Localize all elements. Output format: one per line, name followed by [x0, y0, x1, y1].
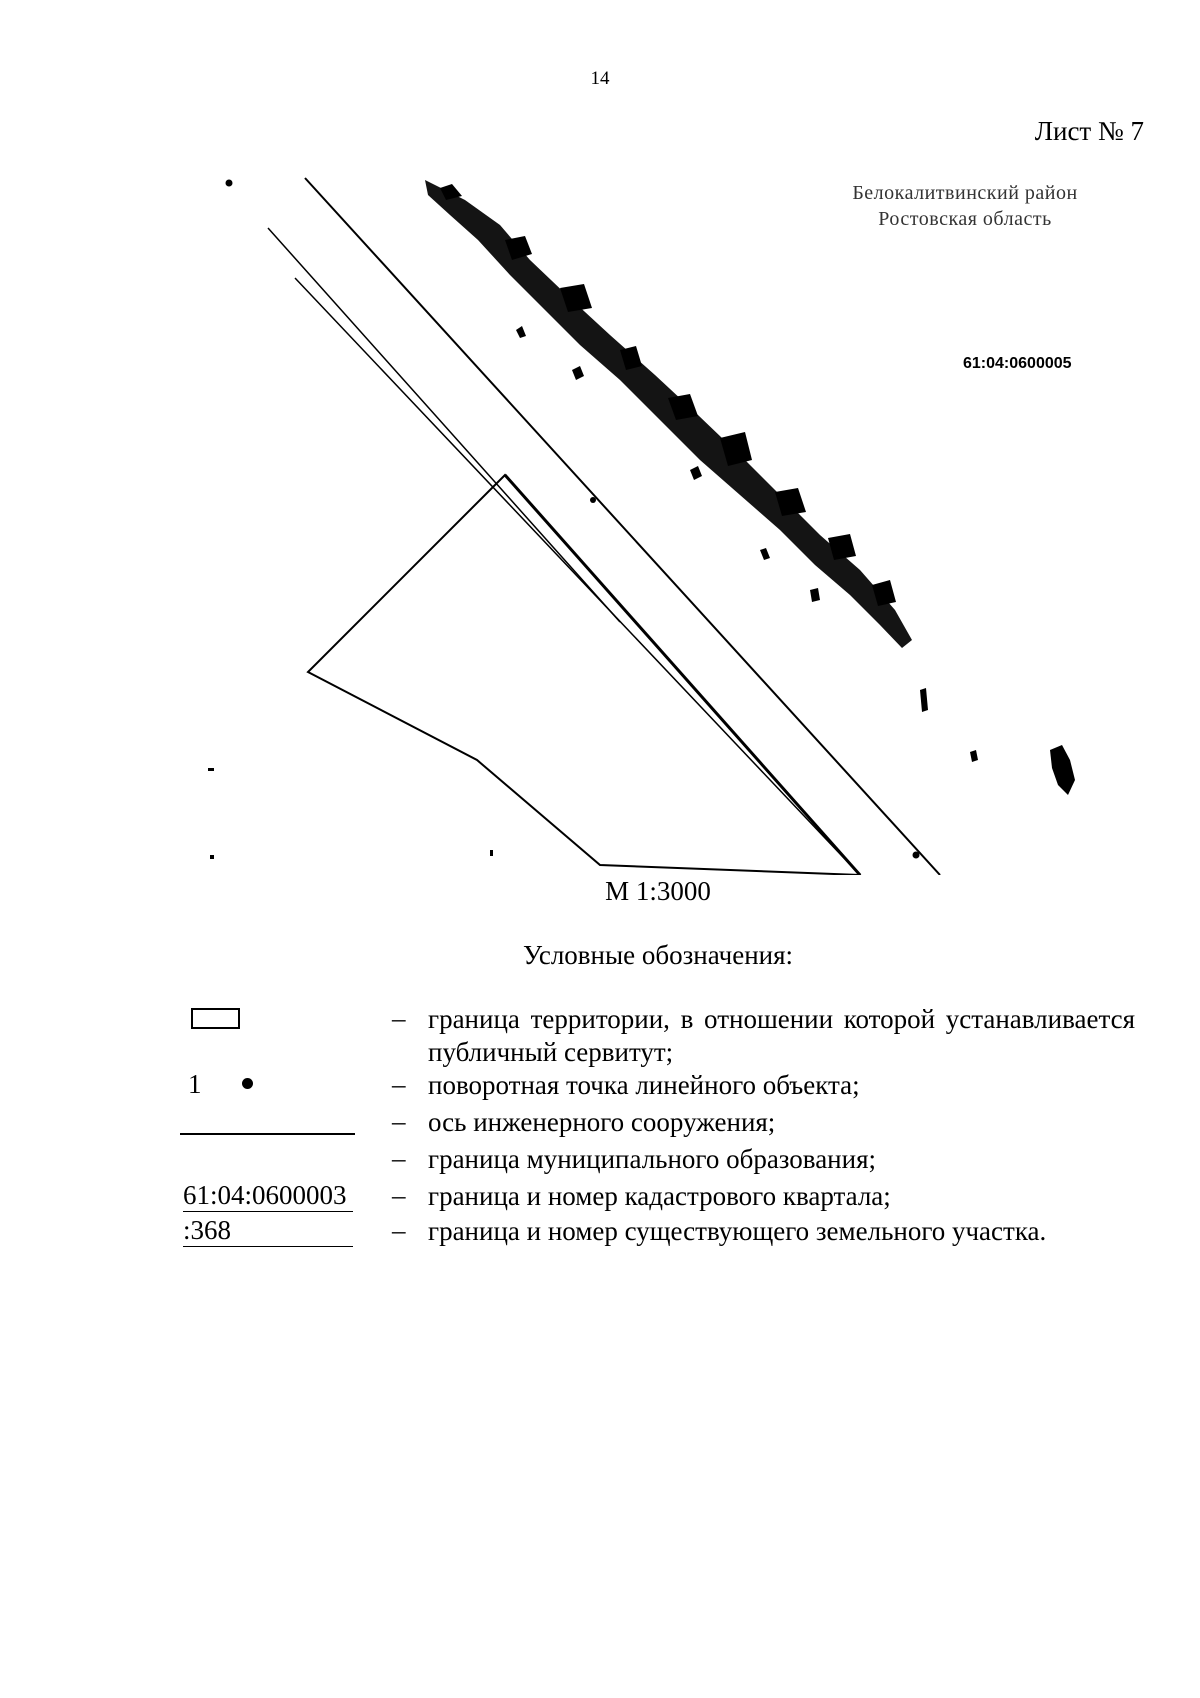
- legend-dash: –: [392, 1143, 406, 1173]
- legend-text: граница территории, в отношении которой устанавливается публичный сервитут;: [428, 1004, 1135, 1067]
- legend-row-axis: [180, 1106, 1135, 1143]
- quarter-number-label: 61:04:0600005: [963, 355, 1072, 372]
- legend: [180, 1003, 1135, 1250]
- quarter-number-sample: 61:04:0600003: [183, 1180, 353, 1212]
- legend-dash: –: [392, 1215, 406, 1245]
- map-mark: [208, 768, 214, 771]
- quarter-boundary-line: [305, 178, 940, 875]
- region-name: Белокалитвинский район: [852, 182, 1078, 204]
- map-mark: [210, 855, 214, 859]
- map-region-label: [830, 180, 1100, 232]
- legend-text: граница и номер кадастрового квартала;: [428, 1181, 891, 1211]
- legend-dash: –: [392, 1180, 406, 1210]
- legend-text: ось инженерного сооружения;: [428, 1107, 776, 1137]
- easement-rectangle-icon: [191, 1008, 240, 1029]
- page-number: 14: [590, 68, 610, 89]
- legend-dash: –: [392, 1106, 406, 1136]
- turning-point-dot: [226, 180, 233, 187]
- sheet-label: Лист № 7: [1034, 116, 1144, 146]
- vegetation-strip: [425, 180, 1075, 795]
- legend-row-easement: [180, 1003, 1135, 1069]
- point-number: 1: [188, 1069, 202, 1099]
- map-scale: М 1:3000: [605, 876, 711, 906]
- legend-row-turning-point: [180, 1069, 1135, 1106]
- legend-text: граница муниципального образования;: [428, 1144, 877, 1174]
- map-drawing: [200, 170, 1100, 875]
- turning-point-dot: [913, 852, 920, 859]
- easement-boundary-polygon: [308, 475, 860, 875]
- legend-dash: –: [392, 1003, 406, 1033]
- legend-row-municipal: [180, 1143, 1135, 1180]
- point-dot-icon: [242, 1078, 253, 1089]
- cadastral-map: [200, 170, 1100, 875]
- oblast-name: Ростовская область: [878, 208, 1052, 230]
- parcel-number-sample: :368: [183, 1215, 353, 1247]
- legend-text: поворотная точка линейного объекта;: [428, 1070, 860, 1100]
- municipal-boundary-line-icon: [180, 1133, 355, 1135]
- turning-point-dot: [590, 497, 596, 503]
- map-mark: [490, 850, 493, 856]
- legend-row-parcel: [180, 1215, 1135, 1250]
- legend-text: граница и номер существующего земельного участка.: [428, 1216, 1047, 1246]
- legend-title: Условные обозначения:: [522, 940, 794, 970]
- legend-dash: –: [392, 1069, 406, 1099]
- legend-row-quarter: [180, 1180, 1135, 1215]
